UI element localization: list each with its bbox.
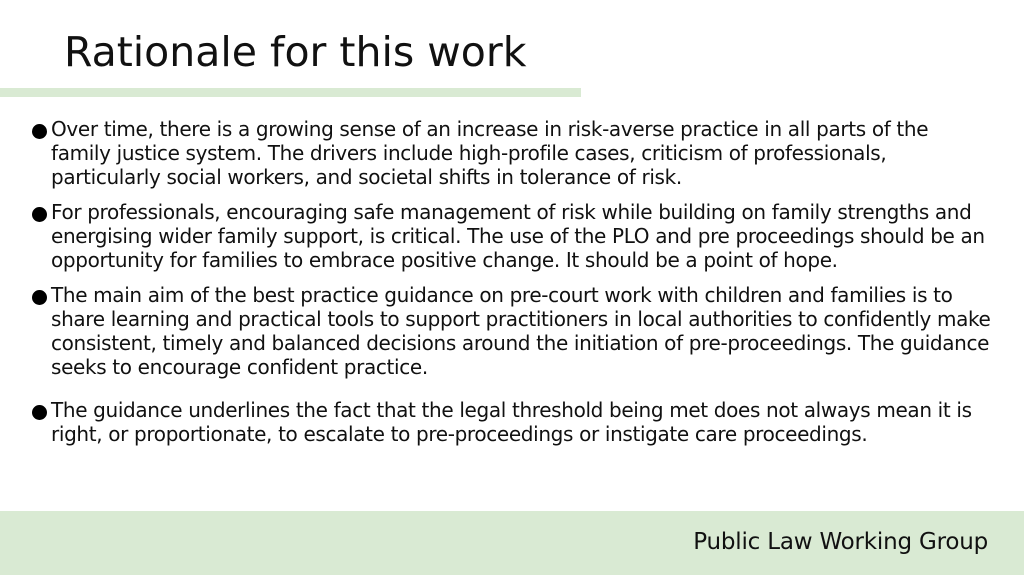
bullet-text: For professionals, encouraging safe management of risk while building on family strengths and energising wider family support, is critical. The use of the PLO and pre proceedings should be an opportunity for families to embrace positive change. It should be a point of hope.: [51, 200, 985, 272]
bullet-item: [32, 117, 992, 189]
bullet-item: [32, 398, 992, 446]
footer-band: [0, 511, 1024, 575]
bullet-dot-icon: [32, 405, 47, 420]
bullet-dot-icon: [32, 207, 47, 222]
bullet-dot-icon: [32, 290, 47, 305]
footer-label: Public Law Working Group: [693, 529, 988, 555]
title-underline-bar: [0, 88, 581, 97]
bullet-item: [32, 200, 992, 272]
bullet-text: The guidance underlines the fact that the legal threshold being met does not always mean it is right, or proportionate, to escalate to pre-proceedings or instigate care proceedings.: [51, 398, 972, 446]
bullet-text: Over time, there is a growing sense of an increase in risk-averse practice in all parts of the family justice system. The drivers include high-profile cases, criticism of professionals, particularly social workers, and societal shifts in tolerance of risk.: [51, 117, 929, 189]
bullet-item: [32, 283, 992, 379]
slide-title: Rationale for this work: [64, 28, 527, 76]
bullet-dot-icon: [32, 124, 47, 139]
bullet-list: [32, 117, 992, 457]
bullet-text: The main aim of the best practice guidance on pre-court work with children and families is to share learning and practical tools to support practitioners in local authorities to confidently make consistent, timely and balanced decisions around the initiation of pre-proceedings. The guidance seeks to encourage confident practice.: [51, 283, 991, 379]
